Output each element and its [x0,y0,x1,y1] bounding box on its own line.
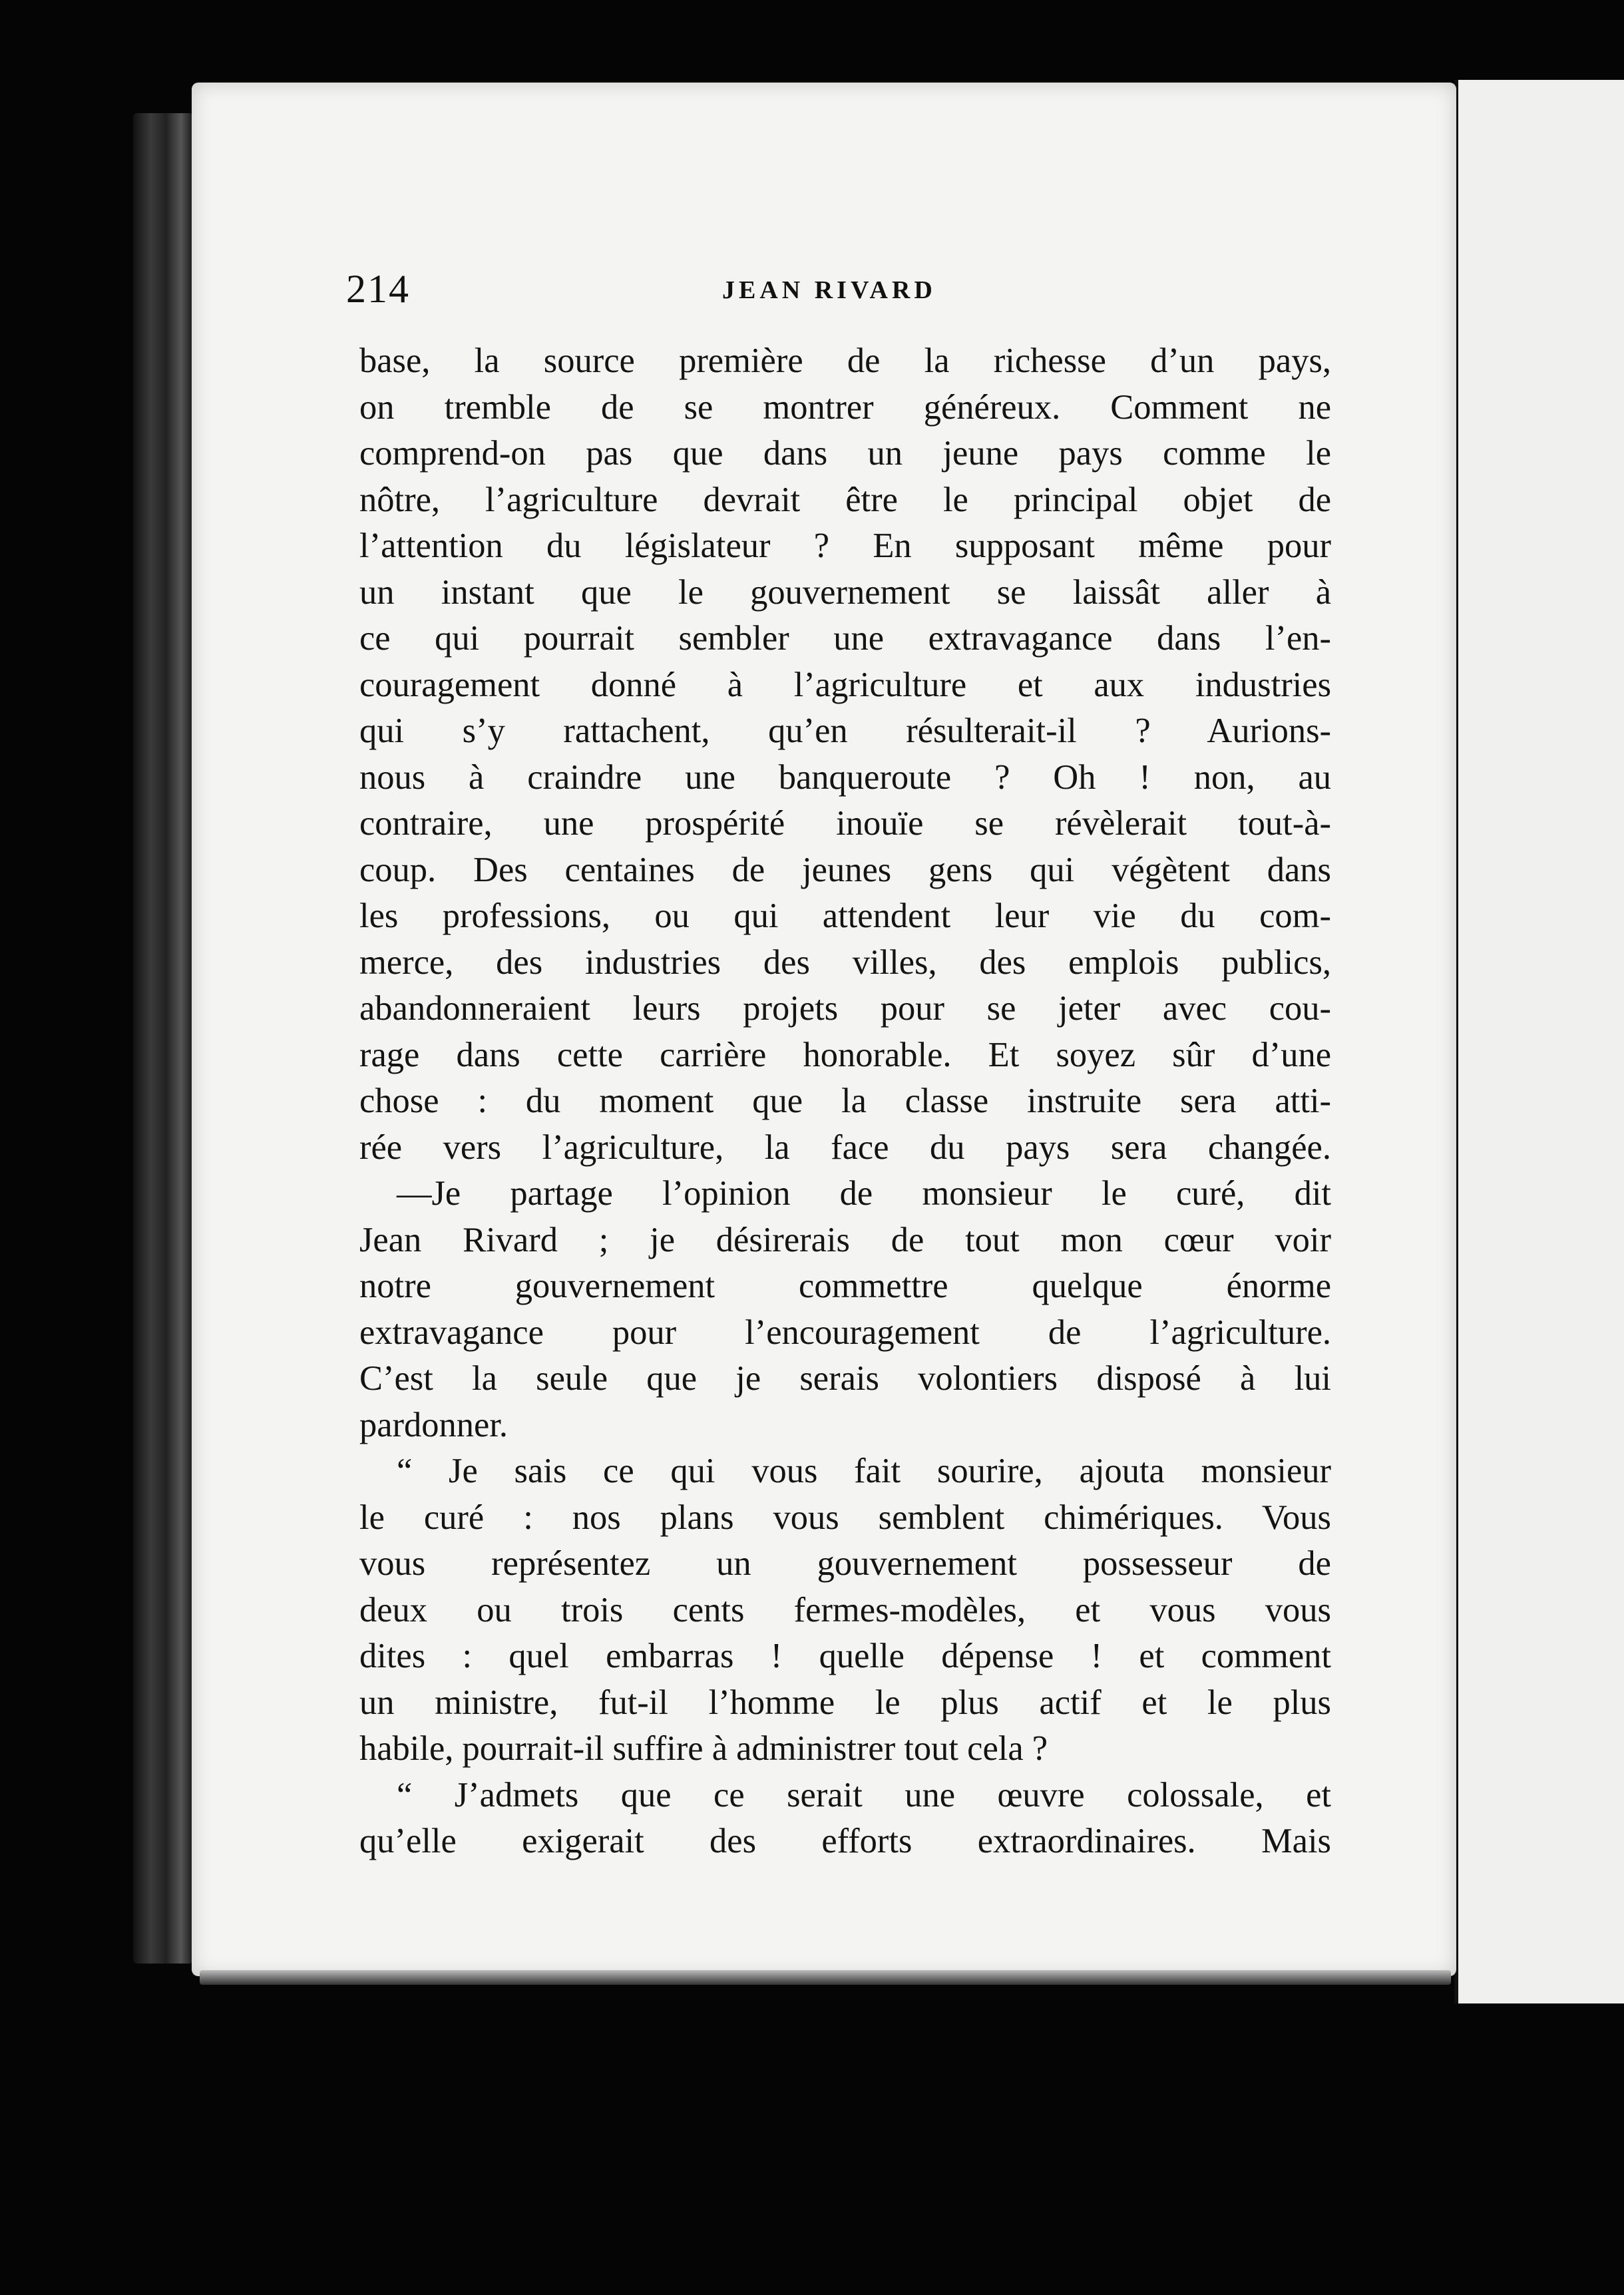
text-line: —Je partage l’opinion de monsieur le curé, dit [397,1174,1331,1213]
text-line: un instant que le gouvernement se laissât aller à [359,572,1331,612]
text-line: Jean Rivard ; je désirerais de tout mon cœur voir [359,1220,1331,1259]
text-line: les professions, ou qui attendent leur vie du com- [359,897,1331,935]
text-line: notre gouvernement commettre quelque énorme [359,1267,1331,1305]
text-line: rage dans cette carrière honorable. Et soyez sûr d’une [359,1035,1331,1074]
text-line: chose : du moment que la classe instruite sera atti- [359,1082,1331,1120]
text-line: base, la source première de la richesse d’un pays, [359,341,1331,380]
book-binding [133,113,193,1964]
text-line: l’attention du législateur ? En supposant même pour [359,526,1331,565]
text-line: coup. Des centaines de jeunes gens qui végètent dans [359,850,1331,889]
text-line: “ J’admets que ce serait une œuvre colossale, et [397,1775,1331,1814]
text-line: couragement donné à l’agriculture et aux industries [359,665,1331,704]
text-line: merce, des industries des villes, des emplois publics, [359,942,1331,982]
text-line: C’est la seule que je serais volontiers disposé à lui [359,1359,1331,1398]
page-number: 214 [346,267,410,311]
text-line: nous à craindre une banqueroute ? Oh ! non, au [359,757,1331,797]
text-line: rée vers l’agriculture, la face du pays sera changée. [359,1128,1331,1167]
text-line: nôtre, l’agriculture devrait être le principal objet de [359,480,1331,519]
text-line: abandonneraient leurs projets pour se jeter avec cou- [359,989,1331,1028]
page-header [346,266,1331,319]
body-text [359,338,1331,1865]
text-line: comprend-on pas que dans un jeune pays comme le [359,434,1331,473]
page-bottom-edge [200,1970,1451,1985]
text-line: dites : quel embarras ! quelle dépense ! et comment [359,1637,1331,1675]
text-line: pardonner. [359,1405,508,1444]
text-line: qui s’y rattachent, qu’en résulterait-il ? Aurions- [359,712,1331,750]
text-line: extravagance pour l’encouragement de l’agriculture. [359,1313,1331,1352]
text-line: le curé : nos plans vous semblent chimériques. Vous [359,1498,1331,1537]
text-line: vous représentez un gouvernement possesseur de [359,1544,1331,1583]
text-line: habile, pourrait-il suffire à administrer tout cela ? [359,1729,1048,1768]
text-line: qu’elle exigerait des efforts extraordinaires. Mais [359,1822,1331,1860]
facing-page-edge [1454,80,1624,2003]
text-line: un ministre, fut-il l’homme le plus actif et le plus [359,1683,1331,1722]
running-head: JEAN RIVARD [722,276,936,304]
text-line: deux ou trois cents fermes-modèles, et vous vous [359,1590,1331,1629]
text-line: on tremble de se montrer généreux. Comment ne [359,387,1331,427]
text-line: ce qui pourrait sembler une extravagance dans l’en- [359,619,1331,658]
text-line: contraire, une prospérité inouïe se révèlerait tout-à- [359,804,1331,843]
text-line: “ Je sais ce qui vous fait sourire, ajouta monsieur [397,1452,1331,1490]
